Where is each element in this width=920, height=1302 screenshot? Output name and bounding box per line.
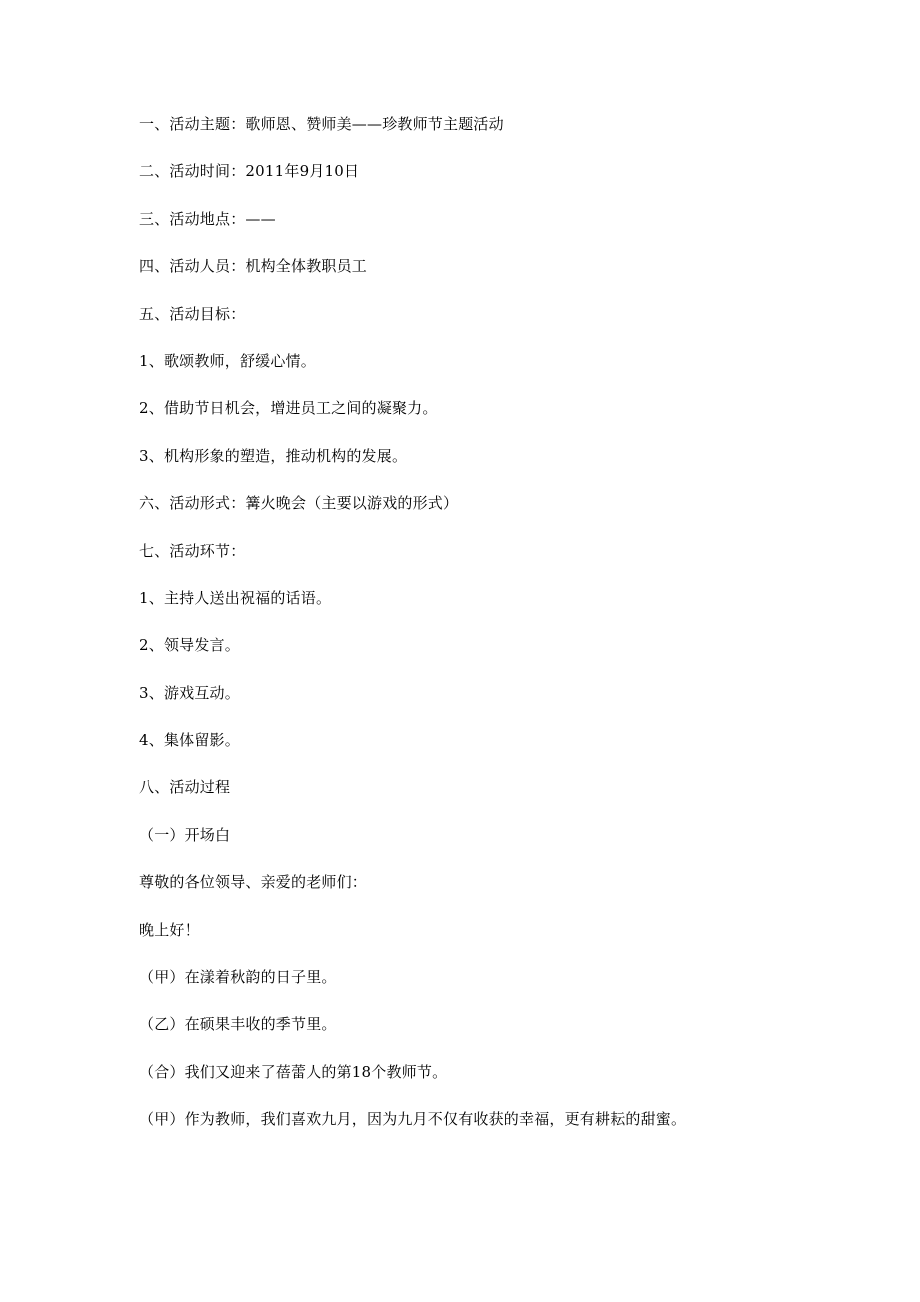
- heading-activity-segments: 七、活动环节：: [139, 541, 246, 560]
- greeting-line: 尊敬的各位领导、亲爱的老师们：: [139, 873, 368, 892]
- heading-activity-process: 八、活动过程: [139, 778, 231, 797]
- segment-item-3: 3、游戏互动。: [139, 683, 240, 702]
- goal-item-3: 3、机构形象的塑造，推动机构的发展。: [139, 446, 408, 465]
- heading-activity-location: 三、活动地点：——: [139, 209, 276, 228]
- heading-activity-participants: 四、活动人员：机构全体教职员工: [139, 257, 368, 276]
- heading-activity-theme: 一、活动主题：歌师恩、赞师美——珍教师节主题活动: [139, 115, 504, 133]
- segment-item-1: 1、主持人送出祝福的话语。: [139, 588, 332, 607]
- goal-item-1: 1、歌颂教师，舒缓心情。: [139, 351, 316, 370]
- script-line-jia-2: （甲）作为教师，我们喜欢九月，因为九月不仅有收获的幸福，更有耕耘的甜蜜。: [139, 1110, 687, 1129]
- script-line-yi-1: （乙）在硕果丰收的季节里。: [139, 1015, 337, 1034]
- evening-greeting: 晚上好！: [139, 920, 200, 939]
- heading-activity-goals: 五、活动目标：: [139, 304, 246, 323]
- document-body: [139, 112, 839, 1155]
- script-line-jia-1: （甲）在漾着秋韵的日子里。: [139, 968, 337, 987]
- heading-activity-format: 六、活动形式：篝火晚会（主要以游戏的形式）: [139, 494, 459, 513]
- goal-item-2: 2、借助节日机会，增进员工之间的凝聚力。: [139, 399, 438, 418]
- subheading-opening: （一）开场白: [139, 825, 231, 844]
- segment-item-2: 2、领导发言。: [139, 636, 240, 655]
- heading-activity-time: 二、活动时间：2011年9月10日: [139, 162, 360, 181]
- script-line-he-1: （合）我们又迎来了蓓蕾人的第18个教师节。: [139, 1062, 448, 1081]
- segment-item-4: 4、集体留影。: [139, 731, 240, 750]
